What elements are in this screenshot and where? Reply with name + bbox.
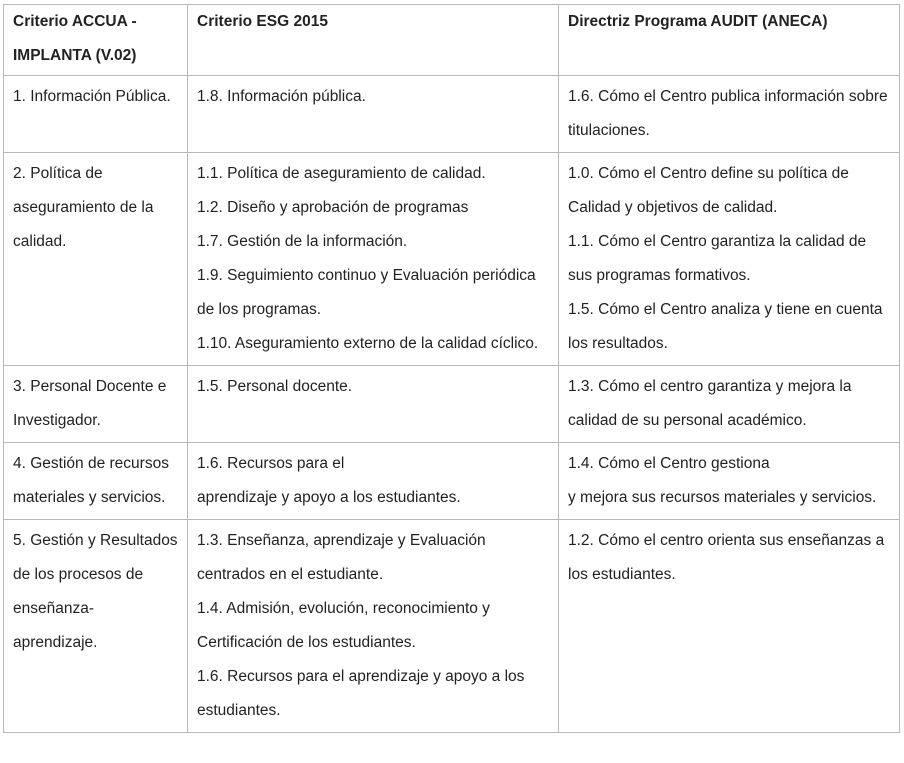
- esg-item: 1.10. Aseguramiento externo de la calidad cíclico.: [197, 335, 539, 352]
- esg-item: 1.7. Gestión de la información.: [197, 233, 408, 250]
- table-row: [4, 153, 900, 366]
- esg-item: 1.4. Admisión, evolución, reconocimiento y Certificación de los estudiantes.: [197, 600, 490, 651]
- audit-item: 1.3. Cómo el centro garantiza y mejora la calidad de su personal académico.: [568, 378, 852, 429]
- header-row: [4, 5, 900, 76]
- audit-item: 1.0. Cómo el Centro define su política de Calidad y objetivos de calidad.: [568, 165, 849, 216]
- esg-item: 1.6. Recursos para el aprendizaje y apoyo a los estudiantes.: [197, 668, 525, 719]
- table-row: [4, 443, 900, 520]
- esg-cell: [188, 443, 559, 520]
- audit-item: 1.5. Cómo el Centro analiza y tiene en cuenta los resultados.: [568, 301, 883, 352]
- table-row: [4, 520, 900, 733]
- header-criterio-esg: Criterio ESG 2015: [188, 5, 559, 76]
- criterio-cell: 3. Personal Docente e Investigador.: [4, 366, 188, 443]
- esg-item: 1.5. Personal docente.: [197, 378, 353, 395]
- criteria-table: [3, 4, 900, 733]
- criterio-cell: 2. Política de aseguramiento de la calidad.: [4, 153, 188, 366]
- esg-cell: [188, 153, 559, 366]
- audit-item: y mejora sus recursos materiales y servicios.: [568, 489, 877, 506]
- audit-cell: [559, 443, 900, 520]
- audit-item: 1.4. Cómo el Centro gestiona: [568, 455, 770, 472]
- header-directriz-audit: Directriz Programa AUDIT (ANECA): [559, 5, 900, 76]
- audit-item: 1.6. Cómo el Centro publica información sobre titulaciones.: [568, 88, 888, 139]
- esg-item: 1.6. Recursos para el: [197, 455, 345, 472]
- table-row: [4, 76, 900, 153]
- table-row: [4, 366, 900, 443]
- header-criterio-accua: Criterio ACCUA - IMPLANTA (V.02): [4, 5, 188, 76]
- esg-cell: [188, 366, 559, 443]
- esg-item: aprendizaje y apoyo a los estudiantes.: [197, 489, 461, 506]
- esg-item: 1.3. Enseñanza, aprendizaje y Evaluación centrados en el estudiante.: [197, 532, 486, 583]
- criterio-cell: 4. Gestión de recursos materiales y servicios.: [4, 443, 188, 520]
- esg-item: 1.2. Diseño y aprobación de programas: [197, 199, 469, 216]
- audit-item: 1.2. Cómo el centro orienta sus enseñanzas a los estudiantes.: [568, 532, 885, 583]
- audit-cell: [559, 366, 900, 443]
- esg-cell: [188, 520, 559, 733]
- criterio-cell: 5. Gestión y Resultados de los procesos de enseñanza-aprendizaje.: [4, 520, 188, 733]
- esg-item: 1.1. Política de aseguramiento de calidad.: [197, 165, 486, 182]
- esg-cell: [188, 76, 559, 153]
- audit-cell: [559, 76, 900, 153]
- criterio-cell: 1. Información Pública.: [4, 76, 188, 153]
- audit-cell: [559, 153, 900, 366]
- audit-cell: [559, 520, 900, 733]
- audit-item: 1.1. Cómo el Centro garantiza la calidad de sus programas formativos.: [568, 233, 867, 284]
- esg-item: 1.8. Información pública.: [197, 88, 366, 105]
- esg-item: 1.9. Seguimiento continuo y Evaluación periódica de los programas.: [197, 267, 536, 318]
